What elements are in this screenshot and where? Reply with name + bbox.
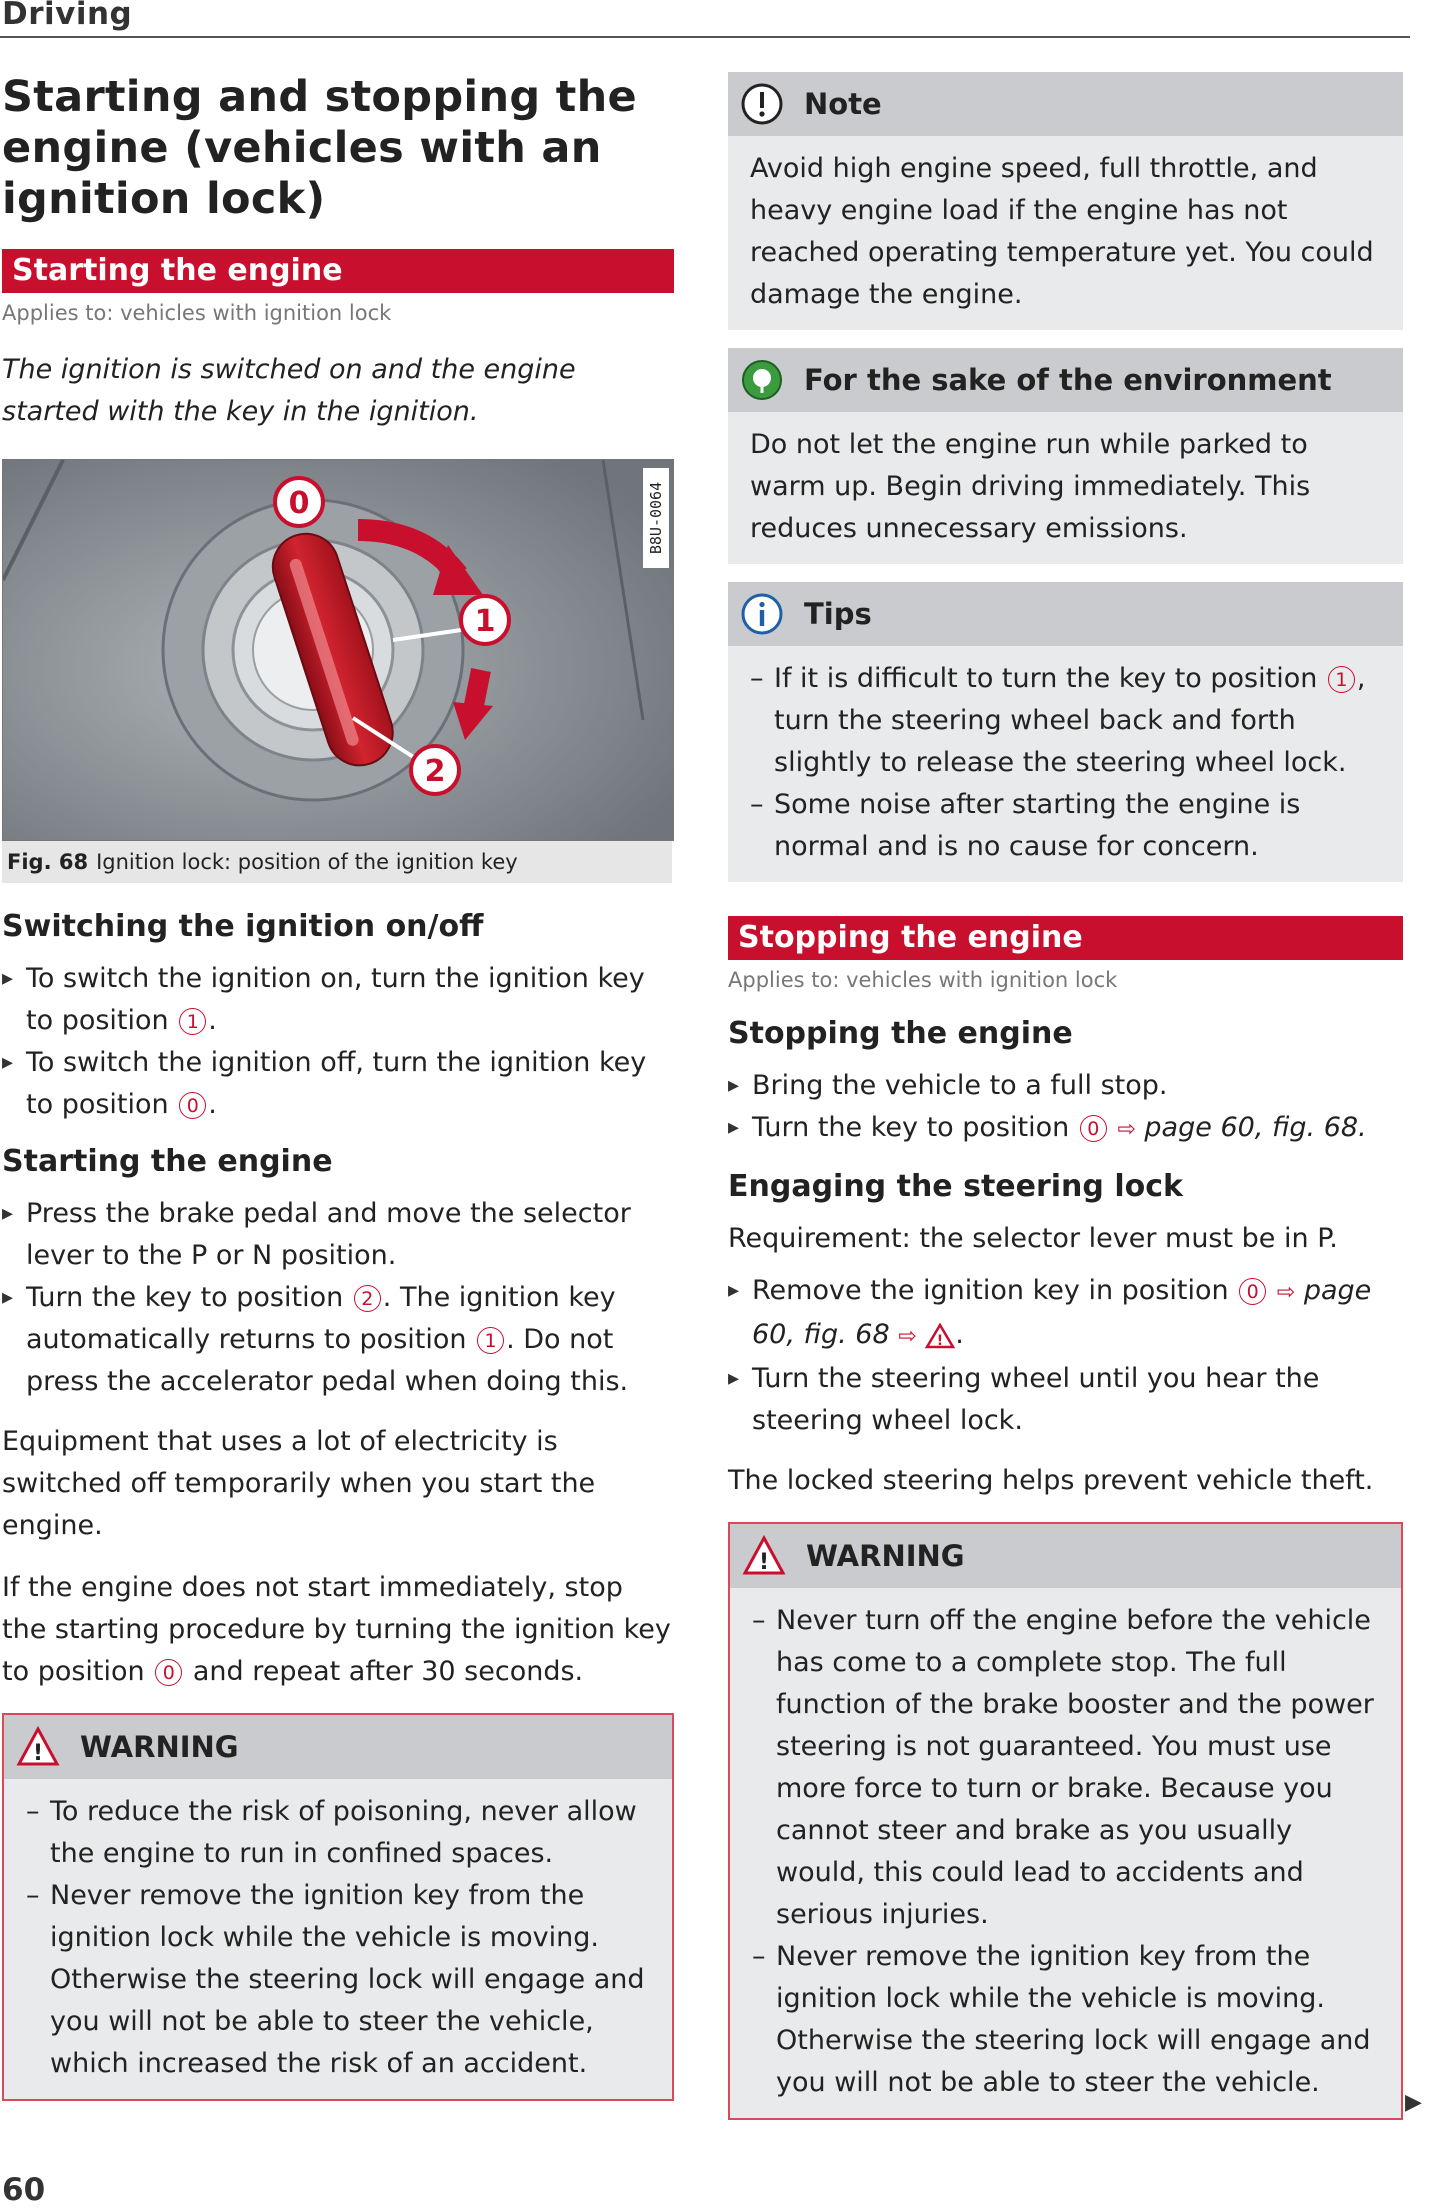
figure-code — [643, 468, 669, 568]
position-1-marker — [461, 596, 509, 644]
environment-text: Do not let the engine run while parked to warm up. Begin driving immediately. This reduces unnecessary emissions. — [750, 429, 1311, 544]
tips-list — [750, 658, 1381, 868]
retry-paragraph — [2, 1567, 674, 1693]
warning-header — [730, 1524, 1401, 1588]
list-item — [2, 1277, 674, 1403]
page-title: Starting and stopping the engine (vehicles with an ignition lock) — [2, 72, 637, 224]
tips-box — [728, 582, 1403, 882]
exclamation-circle-icon — [740, 82, 784, 126]
heading-steering-lock: Engaging the steering lock — [728, 1169, 1183, 1204]
locked-steering-paragraph: The locked steering helps prevent vehicle theft. — [728, 1465, 1374, 1496]
step-text: Turn the key to position — [752, 1112, 1070, 1143]
tip-text: , turn the steering wheel back and forth slightly to release the steering wheel lock. — [774, 663, 1366, 778]
heading-switching: Switching the ignition on/off — [2, 909, 484, 944]
position-1-label: 1 — [474, 604, 496, 639]
figure-caption-text: Ignition lock: position of the ignition key — [96, 850, 518, 874]
requirement-text: Requirement: the selector lever must be in P. — [728, 1223, 1338, 1254]
heading-starting: Starting the engine — [2, 1144, 333, 1179]
svg-text:!: ! — [937, 1332, 944, 1349]
note-header — [728, 72, 1403, 136]
figure-code-text: B8U-0064 — [647, 481, 665, 555]
step-text: . Do not press the accelerator pedal when doing this. — [26, 1324, 629, 1397]
switching-steps — [2, 958, 674, 1126]
page-ref-arrow-icon: ⇨ — [1117, 1117, 1136, 1142]
position-badge: 1 — [179, 1008, 206, 1035]
list-item: – To reduce the risk of poisoning, never allow the engine to run in confined spaces. — [26, 1791, 650, 1875]
ignition-illustration — [3, 460, 673, 840]
figure-caption — [2, 841, 672, 883]
list-item — [728, 1107, 1403, 1151]
steering-lock-steps — [728, 1270, 1403, 1442]
warning-title: WARNING — [806, 1539, 965, 1573]
step-text: Remove the ignition key in position — [752, 1275, 1229, 1306]
position-badge: 0 — [1080, 1115, 1107, 1142]
left-column — [2, 72, 674, 2119]
warning-ref-icon[interactable] — [925, 1323, 955, 1349]
applies-to-note: Applies to: vehicles with ignition lock — [2, 301, 392, 325]
list-item: – Never turn off the engine before the vehicle has come to a complete stop. The full function of the brake booster and the power steering is not guaranteed. You must use more force to turn or brake. Because you cannot steer and brake as you usually would, this could lead to accidents and serious injuries. — [752, 1600, 1379, 1936]
position-badge: 1 — [477, 1327, 504, 1354]
starting-steps — [2, 1193, 674, 1403]
position-badge: 0 — [155, 1659, 182, 1686]
position-badge: 1 — [1328, 666, 1355, 693]
list-item: – Some noise after starting the engine is normal and is no cause for concern. — [750, 784, 1381, 868]
warning-list — [752, 1600, 1379, 2104]
step-text: To switch the ignition on, turn the ignition key to position — [26, 963, 645, 1036]
position-2-marker — [411, 746, 459, 794]
para-text: If the engine does not start immediately, stop the starting procedure by turning the ignition key to position — [2, 1572, 671, 1687]
warning-header — [4, 1715, 672, 1779]
warning-ref-arrow-icon: ⇨ — [898, 1324, 917, 1349]
step-text: . The ignition key automatically returns to position — [26, 1282, 616, 1355]
note-title: Note — [804, 87, 882, 121]
list-item — [750, 658, 1381, 784]
page-reference-link[interactable]: page 60, fig. 68. — [1144, 1112, 1367, 1143]
list-item: – Never remove the ignition key from the ignition lock while the vehicle is moving. Otherwise the steering lock will engage and you will not be able to steer the vehicle, which increased the risk of an accident. — [26, 1875, 650, 2085]
warning-triangle-icon — [16, 1725, 60, 1769]
page-reference-link[interactable]: page 60, fig. 68 — [752, 1275, 1372, 1350]
svg-text:!: ! — [32, 1741, 44, 1766]
page-ref-arrow-icon: ⇨ — [1276, 1280, 1296, 1305]
warning-box-left — [2, 1713, 674, 2101]
list-item: ▸ Turn the steering wheel until you hear the steering wheel lock. — [728, 1358, 1403, 1442]
list-item: ▸ Bring the vehicle to a full stop. — [728, 1065, 1403, 1107]
para-text: and repeat after 30 seconds. — [192, 1656, 584, 1687]
section-bar-stopping: Stopping the engine — [728, 916, 1403, 960]
intro-text: The ignition is switched on and the engine started with the key in the ignition. — [2, 354, 576, 427]
warning-list — [26, 1791, 650, 2085]
applies-to-note: Applies to: vehicles with ignition lock — [728, 968, 1118, 992]
environment-title: For the sake of the environment — [804, 363, 1332, 397]
info-icon — [740, 592, 784, 636]
warning-title: WARNING — [80, 1730, 239, 1764]
list-item: ▸ To switch the ignition on, turn the ignition key to position 1 . — [2, 958, 674, 1042]
position-0-marker — [275, 478, 323, 526]
tree-leaf-icon — [740, 358, 784, 402]
environment-header — [728, 348, 1403, 412]
stopping-steps — [728, 1065, 1403, 1151]
right-column — [728, 72, 1403, 2138]
list-item: ▸ To switch the ignition off, turn the ignition key to position 0 . — [2, 1042, 674, 1126]
electricity-paragraph: Equipment that uses a lot of electricity is switched off temporarily when you start the engine. — [2, 1426, 596, 1541]
figure-ignition-lock — [2, 459, 674, 841]
running-header — [0, 0, 1410, 38]
warning-box-right — [728, 1522, 1403, 2120]
tip-text: If it is difficult to turn the key to position — [774, 663, 1318, 694]
section-bar-starting: Starting the engine — [2, 249, 674, 293]
tips-header — [728, 582, 1403, 646]
tips-title: Tips — [804, 597, 872, 631]
position-0-label: 0 — [288, 486, 310, 521]
list-item: ▸ Remove the ignition key in position 0 ⇨ page 60, fig. 68 ⇨ ! . — [728, 1270, 1403, 1358]
step-text: Turn the key to position — [26, 1282, 344, 1313]
list-item: ▸ Press the brake pedal and move the selector lever to the P or N position. — [2, 1193, 674, 1277]
svg-text:!: ! — [758, 1550, 770, 1575]
continue-arrow-icon: ▶ — [1405, 2090, 1422, 2115]
step-text: To switch the ignition off, turn the ignition key to position — [26, 1047, 647, 1120]
section-title: Driving — [2, 0, 133, 32]
list-item: – Never remove the ignition key from the ignition lock while the vehicle is moving. Otherwise the steering lock will engage and you will not be able to steer the vehicle. — [752, 1936, 1379, 2104]
position-badge: 0 — [1239, 1278, 1266, 1305]
position-2-label: 2 — [424, 754, 446, 789]
warning-triangle-icon — [742, 1534, 786, 1578]
environment-box — [728, 348, 1403, 564]
note-box — [728, 72, 1403, 330]
position-badge: 2 — [354, 1285, 381, 1312]
position-badge: 0 — [179, 1092, 206, 1119]
page-number: 60 — [2, 2172, 46, 2208]
figure-label: Fig. 68 — [7, 850, 89, 874]
note-text: Avoid high engine speed, full throttle, and heavy engine load if the engine has not reached operating temperature yet. You could damage the engine. — [750, 153, 1374, 310]
heading-stopping: Stopping the engine — [728, 1016, 1073, 1051]
